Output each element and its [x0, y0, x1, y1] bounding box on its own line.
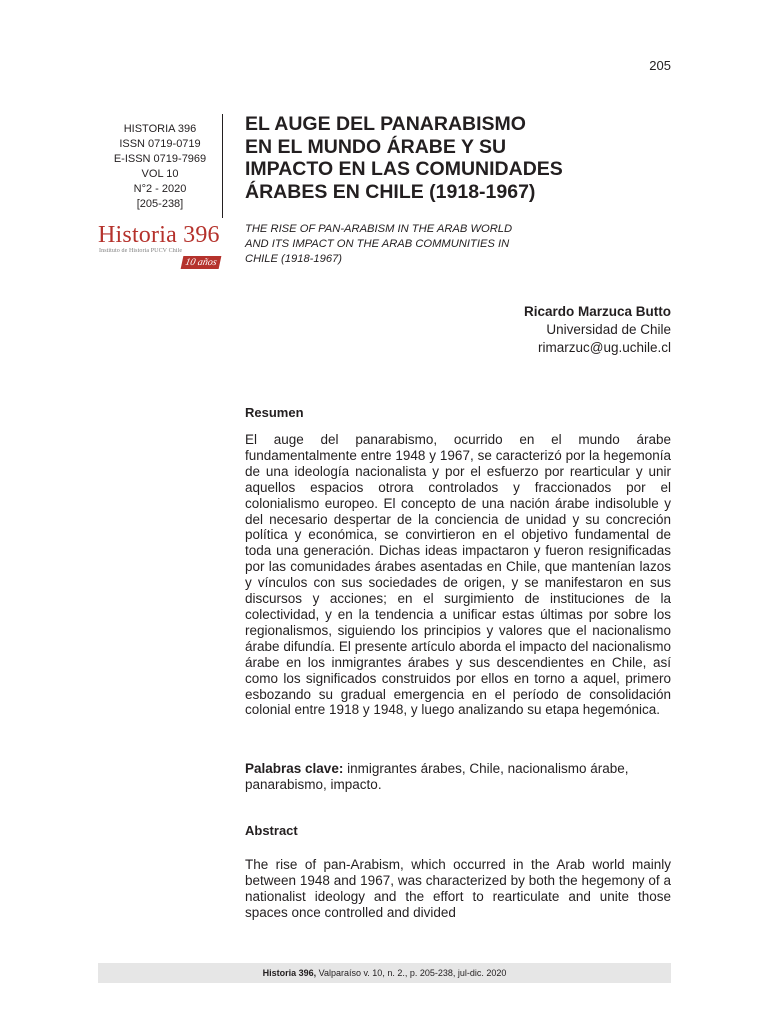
abstract-body: The rise of pan-Arabism, which occurred in the Arab world mainly between 1948 and 1967, was characterized by both the hegemony of a nationalist ideology and the effort to rearticulate and unite those spaces once controlled and divided	[245, 857, 671, 920]
english-title	[245, 222, 675, 267]
footer-journal: Historia 396,	[262, 968, 317, 978]
author-block	[371, 303, 671, 357]
footer-citation	[98, 963, 671, 983]
page-number: 205	[649, 58, 671, 73]
logo-subtitle: Instituto de Historia PUCV Chile	[99, 248, 183, 254]
english-title-line: AND ITS IMPACT ON THE ARAB COMMUNITIES IN	[245, 238, 510, 250]
journal-logo	[98, 222, 222, 270]
footer-details: Valparaíso v. 10, n. 2., p. 205-238, jul-dic. 2020	[316, 968, 507, 978]
journal-eissn: E-ISSN 0719-7969	[113, 153, 207, 165]
author-affiliation: Universidad de Chile	[546, 322, 671, 337]
resumen-heading: Resumen	[245, 405, 304, 420]
title-line: IMPACTO EN LAS COMUNIDADES	[245, 158, 563, 180]
keywords-label: Palabras clave:	[245, 761, 344, 776]
journal-info-block	[98, 114, 223, 218]
journal-name: HISTORIA 396	[123, 123, 197, 135]
title-line: EL AUGE DEL PANARABISMO	[245, 113, 526, 135]
english-title-line: CHILE (1918-1967)	[245, 253, 343, 265]
logo-wordmark: Historia 396	[98, 222, 220, 248]
journal-pages: [205-238]	[136, 198, 184, 210]
title-line: EN EL MUNDO ÁRABE Y SU	[245, 135, 507, 158]
logo-anniversary-badge: 10 años	[181, 256, 222, 269]
author-name: Ricardo Marzuca Butto	[523, 304, 671, 319]
journal-volume: VOL 10	[141, 168, 179, 180]
journal-issn: ISSN 0719-0719	[119, 138, 201, 150]
keywords-text: inmigrantes árabes, Chile, nacionalismo árabe, panarabismo, impacto.	[245, 761, 629, 792]
abstract-heading: Abstract	[245, 823, 298, 838]
article-title	[245, 113, 675, 203]
title-line: ÁRABES EN CHILE (1918-1967)	[245, 180, 536, 203]
footer-bar	[98, 963, 671, 983]
resumen-body: El auge del panarabismo, ocurrido en el mundo árabe fundamentalmente entre 1948 y 1967, se caracterizó por la hegemonía de una ideología nacionalista y por el esfuerzo por rearticular y unir aquellos espacios otrora controlados y fraccionados por el colonialismo europeo. El concepto de una nación árabe indisoluble y del necesario despertar de la conciencia de unidad y su concreción política y económica, se convirtieron en el objetivo fundamental de toda una generación. Dichas ideas impactaron y fueron resignificadas por las comunidades árabes asentadas en Chile, que mantenían lazos y vínculos con sus sociedades de origen, y se manifestaron en sus discursos y acciones; en el surgimiento de instituciones de la colectividad, y en la tendencia a unificar estas últimas por sobre los regionalismos, siguiendo los principios y valores que el nacionalismo árabe difundía. El presente artículo aborda el impacto del nacionalismo árabe en los inmigrantes árabes y sus descendientes en Chile, así como los significados construidos por ellos en torno a aquel, primero esbozando su gradual emergencia en el período de consolidación colonial entre 1918 y 1948, y luego analizando su etapa hegemónica.	[245, 432, 671, 718]
keywords	[245, 761, 671, 793]
english-title-line: THE RISE OF PAN-ARABISM IN THE ARAB WORLD	[245, 223, 513, 235]
journal-number: N°2 - 2020	[133, 183, 187, 195]
author-email: rimarzuc@ug.uchile.cl	[538, 340, 671, 355]
